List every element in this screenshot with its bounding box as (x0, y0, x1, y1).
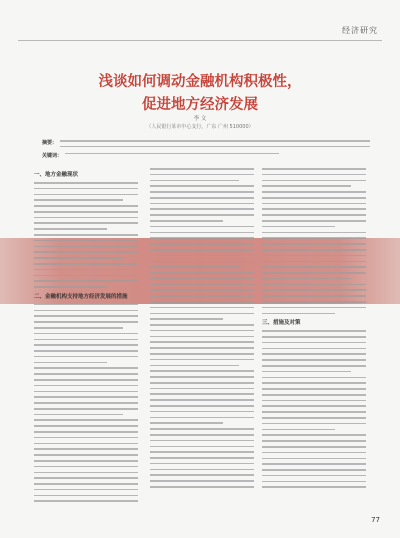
body-text-line (150, 463, 254, 465)
page-number: 77 (371, 516, 380, 524)
body-text-line (34, 408, 138, 410)
body-text-line (262, 313, 335, 315)
article-title-line-2: 促进地方经济发展 (142, 97, 258, 113)
body-text-line (34, 431, 138, 433)
body-text-line (34, 222, 138, 224)
body-text-line (150, 168, 254, 170)
body-text-line (262, 289, 366, 291)
body-text-line (150, 393, 254, 395)
body-text-line (150, 301, 254, 303)
body-text-line (150, 446, 254, 448)
body-text-line (262, 208, 366, 210)
body-text-line (262, 220, 366, 222)
body-text-line (262, 336, 366, 338)
body-text-line (34, 495, 138, 497)
body-text-line (150, 382, 254, 384)
body-text-line (150, 486, 254, 488)
body-text-line (262, 330, 366, 332)
body-text-line (34, 472, 138, 474)
body-text-line (150, 480, 254, 482)
body-text-line (150, 469, 254, 471)
body-text-line (150, 405, 254, 407)
body-text-line (262, 214, 366, 216)
abstract-text-line (60, 146, 370, 148)
body-text-line (262, 452, 366, 454)
body-text-line (262, 261, 366, 263)
body-text-line (34, 194, 138, 196)
body-text-line (150, 341, 254, 343)
body-text-line (262, 434, 366, 436)
text-column-3 (262, 168, 366, 513)
body-text-line (34, 477, 138, 479)
body-text-line (150, 278, 254, 280)
body-text-line (150, 180, 239, 182)
body-text-line (262, 475, 366, 477)
body-text-line (150, 376, 254, 378)
body-text-line (34, 315, 138, 317)
body-text-line (262, 278, 351, 280)
body-text-line (34, 182, 138, 184)
body-text-line (262, 249, 366, 251)
body-text-line (34, 257, 123, 259)
body-text-line (262, 417, 366, 419)
body-text-line (34, 425, 138, 427)
body-text-line (34, 234, 138, 236)
body-text-line (150, 399, 254, 401)
header-rule (18, 40, 382, 41)
section-heading: 三、措施及对策 (262, 320, 301, 327)
body-text-line (262, 232, 366, 234)
body-text-line (34, 275, 138, 277)
keywords-text-line (65, 153, 278, 155)
body-text-line (150, 457, 254, 459)
abstract-block (42, 140, 370, 160)
body-text-line (262, 458, 366, 460)
body-text-line (262, 440, 366, 442)
body-text-line (262, 266, 366, 268)
body-text-line (34, 460, 138, 462)
body-text-line (150, 203, 254, 205)
body-text-line (262, 203, 366, 205)
body-text-line (262, 359, 366, 361)
body-text-line (150, 243, 254, 245)
body-text-line (262, 423, 366, 425)
section-heading: 一、地方金融现状 (34, 172, 79, 178)
body-text-line (34, 211, 138, 213)
body-text-line (150, 434, 254, 436)
body-text-line (34, 310, 138, 312)
body-text-line (150, 208, 254, 210)
body-text-line (34, 419, 138, 421)
body-text-line (150, 272, 254, 274)
body-text-line (262, 353, 366, 355)
body-text-line (34, 391, 138, 393)
body-text-line (262, 371, 351, 373)
body-text-line (262, 295, 366, 297)
body-text-line (150, 313, 254, 315)
body-text-line (34, 367, 138, 369)
abstract-label: 摘要： (42, 140, 58, 146)
body-text-line (34, 373, 138, 375)
body-text-line (150, 330, 254, 332)
body-text-line (262, 191, 366, 193)
body-text-line (262, 446, 366, 448)
body-text-line (150, 365, 239, 367)
body-text-line (150, 370, 254, 372)
body-text-line (150, 232, 254, 234)
body-text-line (34, 199, 123, 201)
body-text-line (34, 333, 138, 335)
body-text-line (34, 205, 138, 207)
body-text-line (262, 272, 366, 274)
body-text-line (150, 411, 254, 413)
body-text-line (34, 228, 107, 230)
body-text-line (150, 388, 254, 390)
body-text-line (262, 348, 366, 350)
body-text-line (34, 350, 138, 352)
body-text-line (150, 237, 254, 239)
body-text-line (34, 500, 138, 502)
body-text-line (150, 289, 254, 291)
body-text-line (150, 255, 254, 257)
body-text-line (150, 474, 254, 476)
body-text-line (34, 217, 138, 219)
body-text-line (262, 301, 366, 303)
body-text-line (262, 185, 351, 187)
body-text-line (150, 266, 239, 268)
body-text-line (262, 382, 366, 384)
body-text-line (34, 489, 138, 491)
body-text-line (262, 463, 366, 465)
body-text-line (150, 261, 254, 263)
body-text-line (262, 226, 335, 228)
body-text-line (262, 342, 366, 344)
body-text-line (262, 168, 366, 170)
body-text-line (262, 307, 366, 309)
body-text-line (150, 226, 254, 228)
body-text-line (34, 344, 138, 346)
body-text-line (34, 246, 138, 248)
text-column-1 (34, 168, 138, 513)
body-text-line (34, 339, 138, 341)
body-text-line (34, 304, 138, 306)
body-text-line (262, 400, 366, 402)
body-text-line (262, 469, 366, 471)
body-text-line (262, 237, 366, 239)
body-text-line (34, 240, 138, 242)
body-text-line (262, 486, 366, 488)
keywords-label: 关键词： (42, 152, 63, 159)
body-text-line (150, 428, 254, 430)
body-text-line (150, 451, 254, 453)
body-text-line (262, 243, 366, 245)
article-title-line-1: 浅谈如何调动金融机构积极性， (98, 74, 302, 90)
body-text-line (34, 454, 138, 456)
body-text-line (150, 174, 254, 176)
body-text-line (262, 197, 366, 199)
body-text-line (150, 353, 254, 355)
body-text-line (34, 443, 138, 445)
author: 李 文 (193, 116, 207, 122)
body-text-line (262, 377, 366, 379)
body-text-line (150, 295, 254, 297)
body-text-line (262, 405, 366, 407)
body-text-line (34, 448, 138, 450)
body-text-line (150, 359, 254, 361)
body-text-line (262, 394, 366, 396)
section-heading: 二、金融机构支持地方经济发展的措施 (34, 293, 128, 300)
body-text-line (262, 284, 366, 286)
body-text-line (34, 356, 138, 358)
body-text-line (262, 174, 366, 176)
body-text-line (262, 411, 366, 413)
section-tag: 经济研究 (342, 26, 378, 35)
affiliation: （人民银行某市中心支行，广东 广州 510000） (146, 124, 254, 130)
body-text-line (34, 251, 138, 253)
body-text-line (150, 284, 254, 286)
body-text-line (34, 385, 138, 387)
body-text-line (150, 440, 254, 442)
body-text-line (34, 414, 123, 416)
body-text-line (150, 220, 223, 222)
body-text-line (34, 286, 107, 288)
body-text-line (262, 429, 335, 431)
body-text-line (34, 327, 123, 329)
body-text-line (262, 481, 366, 483)
body-text-line (150, 197, 254, 199)
body-text-line (150, 249, 254, 251)
body-text-line (262, 180, 366, 182)
body-text-line (150, 307, 254, 309)
body-text-line (34, 280, 138, 282)
body-text-line (150, 214, 254, 216)
body-text-line (34, 396, 138, 398)
text-column-2 (150, 168, 254, 513)
body-text-line (34, 402, 138, 404)
body-text-line (34, 362, 107, 364)
body-text-line (262, 388, 366, 390)
body-text-line (150, 417, 254, 419)
body-text-line (34, 321, 138, 323)
body-text-line (150, 336, 254, 338)
body-text-line (150, 347, 254, 349)
body-text-line (34, 269, 138, 271)
body-text-line (262, 365, 366, 367)
body-text-line (262, 255, 366, 257)
abstract-text-line (60, 140, 370, 142)
body-text-line (150, 324, 254, 326)
body-text-line (150, 185, 254, 187)
body-text-line (34, 437, 138, 439)
body-text-line (34, 466, 138, 468)
body-text-line (150, 422, 223, 424)
body-text-line (150, 318, 223, 320)
body-text-line (34, 188, 138, 190)
body-text-line (34, 379, 138, 381)
body-text-line (34, 263, 138, 265)
body-text-line (150, 191, 254, 193)
body-text-line (34, 483, 138, 485)
